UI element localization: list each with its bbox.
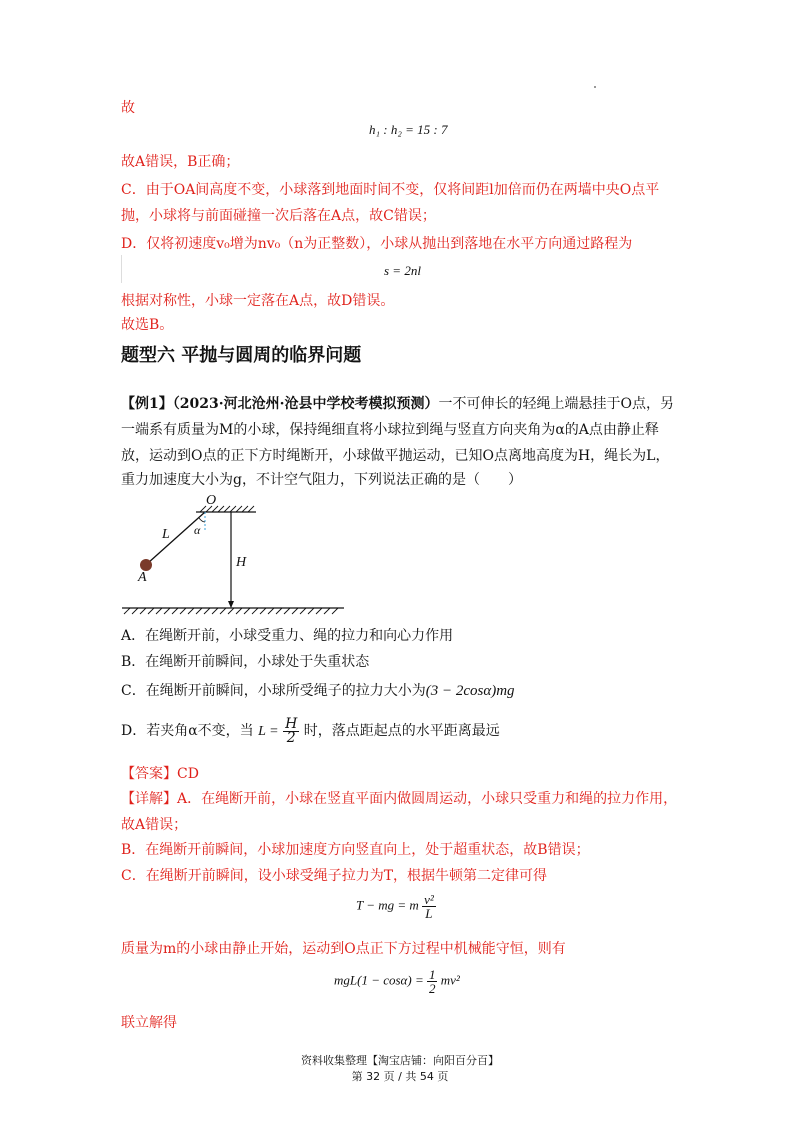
eq2-denominator: 2 [428,981,436,996]
equation-height-ratio: h₁ : h₂ = 15 : 7 [369,122,448,137]
option-c-text: C．在绳断开前瞬间，小球所受绳子的拉力大小为 [121,683,426,699]
solution-line6: 联立解得 [121,1015,177,1031]
label-a: A [138,570,147,585]
option-b: B．在绳断开前瞬间，小球处于失重状态 [121,654,370,670]
dot-mark [594,86,596,88]
option-d [121,716,500,747]
label-l: L [162,527,170,542]
text-gu: 故 [121,100,135,116]
label-h: H [236,555,247,570]
text-option-d-line1: D．仅将初速度v₀增为nv₀（n为正整数），小球从抛出到落地在水平方向通过路程为 [121,236,633,252]
option-c [121,681,515,701]
option-c-expression: (3 − 2cosα)mg [425,683,515,699]
example-text1: 一不可伸长的轻绳上端悬挂于O点，另 [438,396,674,412]
equation-energy-right: mv² [440,972,460,988]
option-d-text: D．若夹角α不变，当 [121,723,254,739]
option-d-l: L = [258,724,279,739]
text-choose-b: 故选B。 [121,317,174,333]
text-option-c-line2: 抛，小球将与前面碰撞一次后落在A点，故C错误； [121,208,436,224]
example-line4: 重力加速度大小为g，不计空气阻力，下列说法正确的是（ ） [121,472,522,488]
example-source: （2023·河北沧州·沧县中学校考模拟预测） [172,396,439,412]
solution-line2: 故A错误； [121,817,188,833]
answer-label: 【答案】CD [121,766,199,782]
solution-line3: B．在绳断开前瞬间，小球加速度方向竖直向上，处于超重状态，故B错误； [121,842,590,858]
eq1-numerator: v² [424,892,434,907]
fraction-numerator: H [285,715,298,732]
ground-hatch [124,608,338,614]
section-heading: 题型六 平抛与圆周的临界问题 [121,345,362,366]
solution-line1: 【详解】A．在绳断开前，小球在竖直平面内做圆周运动，小球只受重力和绳的拉力作用， [121,791,678,807]
text-a-wrong-b-right: 故A错误，B正确； [121,154,240,170]
fraction-denominator: 2 [286,729,296,746]
equation-energy-fraction [427,968,438,995]
equation-newton-fraction [422,893,436,920]
option-d-rest: 时，落点距起点的水平距离最远 [303,723,500,739]
angle-arc [199,518,205,522]
example-line1 [121,394,674,414]
margin-rule [121,255,122,283]
pendulum-figure [118,490,350,620]
label-o: O [206,493,217,508]
text-option-c-line1: C．由于OA间高度不变，小球落到地面时间不变，仅将间距l加倍而仍在两墙中央O点平 [121,182,660,198]
equation-energy-left: mgL(1 − cosα) = [334,972,424,988]
equation-newton [356,893,436,920]
example-line3: 放，运动到O点的正下方时绳断开，小球做平抛运动，已知O点离地高度为H，绳长为L， [121,448,670,464]
text-symmetry: 根据对称性，小球一定落在A点，故D错误。 [121,293,395,309]
option-a: A．在绳断开前，小球受重力、绳的拉力和向心力作用 [121,628,454,644]
example-line2: 一端系有质量为M的小球，保持绳细直将小球拉到绳与竖直方向夹角为α的A点由静止释 [121,422,659,438]
option-d-fraction [283,715,299,746]
equation-newton-left: T − mg = m [356,897,419,913]
eq1-denominator: L [425,906,433,921]
rope-line [148,512,205,563]
example-tag: 【例1】 [121,396,173,412]
solution-line5: 质量为m的小球由静止开始，运动到O点正下方过程中机械能守恒，则有 [121,941,566,957]
label-alpha: α [194,523,201,537]
equation-distance: s = 2nl [384,263,421,278]
eq2-numerator: 1 [428,967,436,982]
footer-page-number: 第 32 页 / 共 54 页 [351,1070,449,1083]
solution-line4: C．在绳断开前瞬间，设小球受绳子拉力为T，根据牛顿第二定律可得 [121,868,548,884]
arrow-head [228,601,234,608]
footer-source: 资料收集整理【淘宝店铺：向阳百分百】 [301,1054,499,1067]
equation-energy [334,968,460,995]
